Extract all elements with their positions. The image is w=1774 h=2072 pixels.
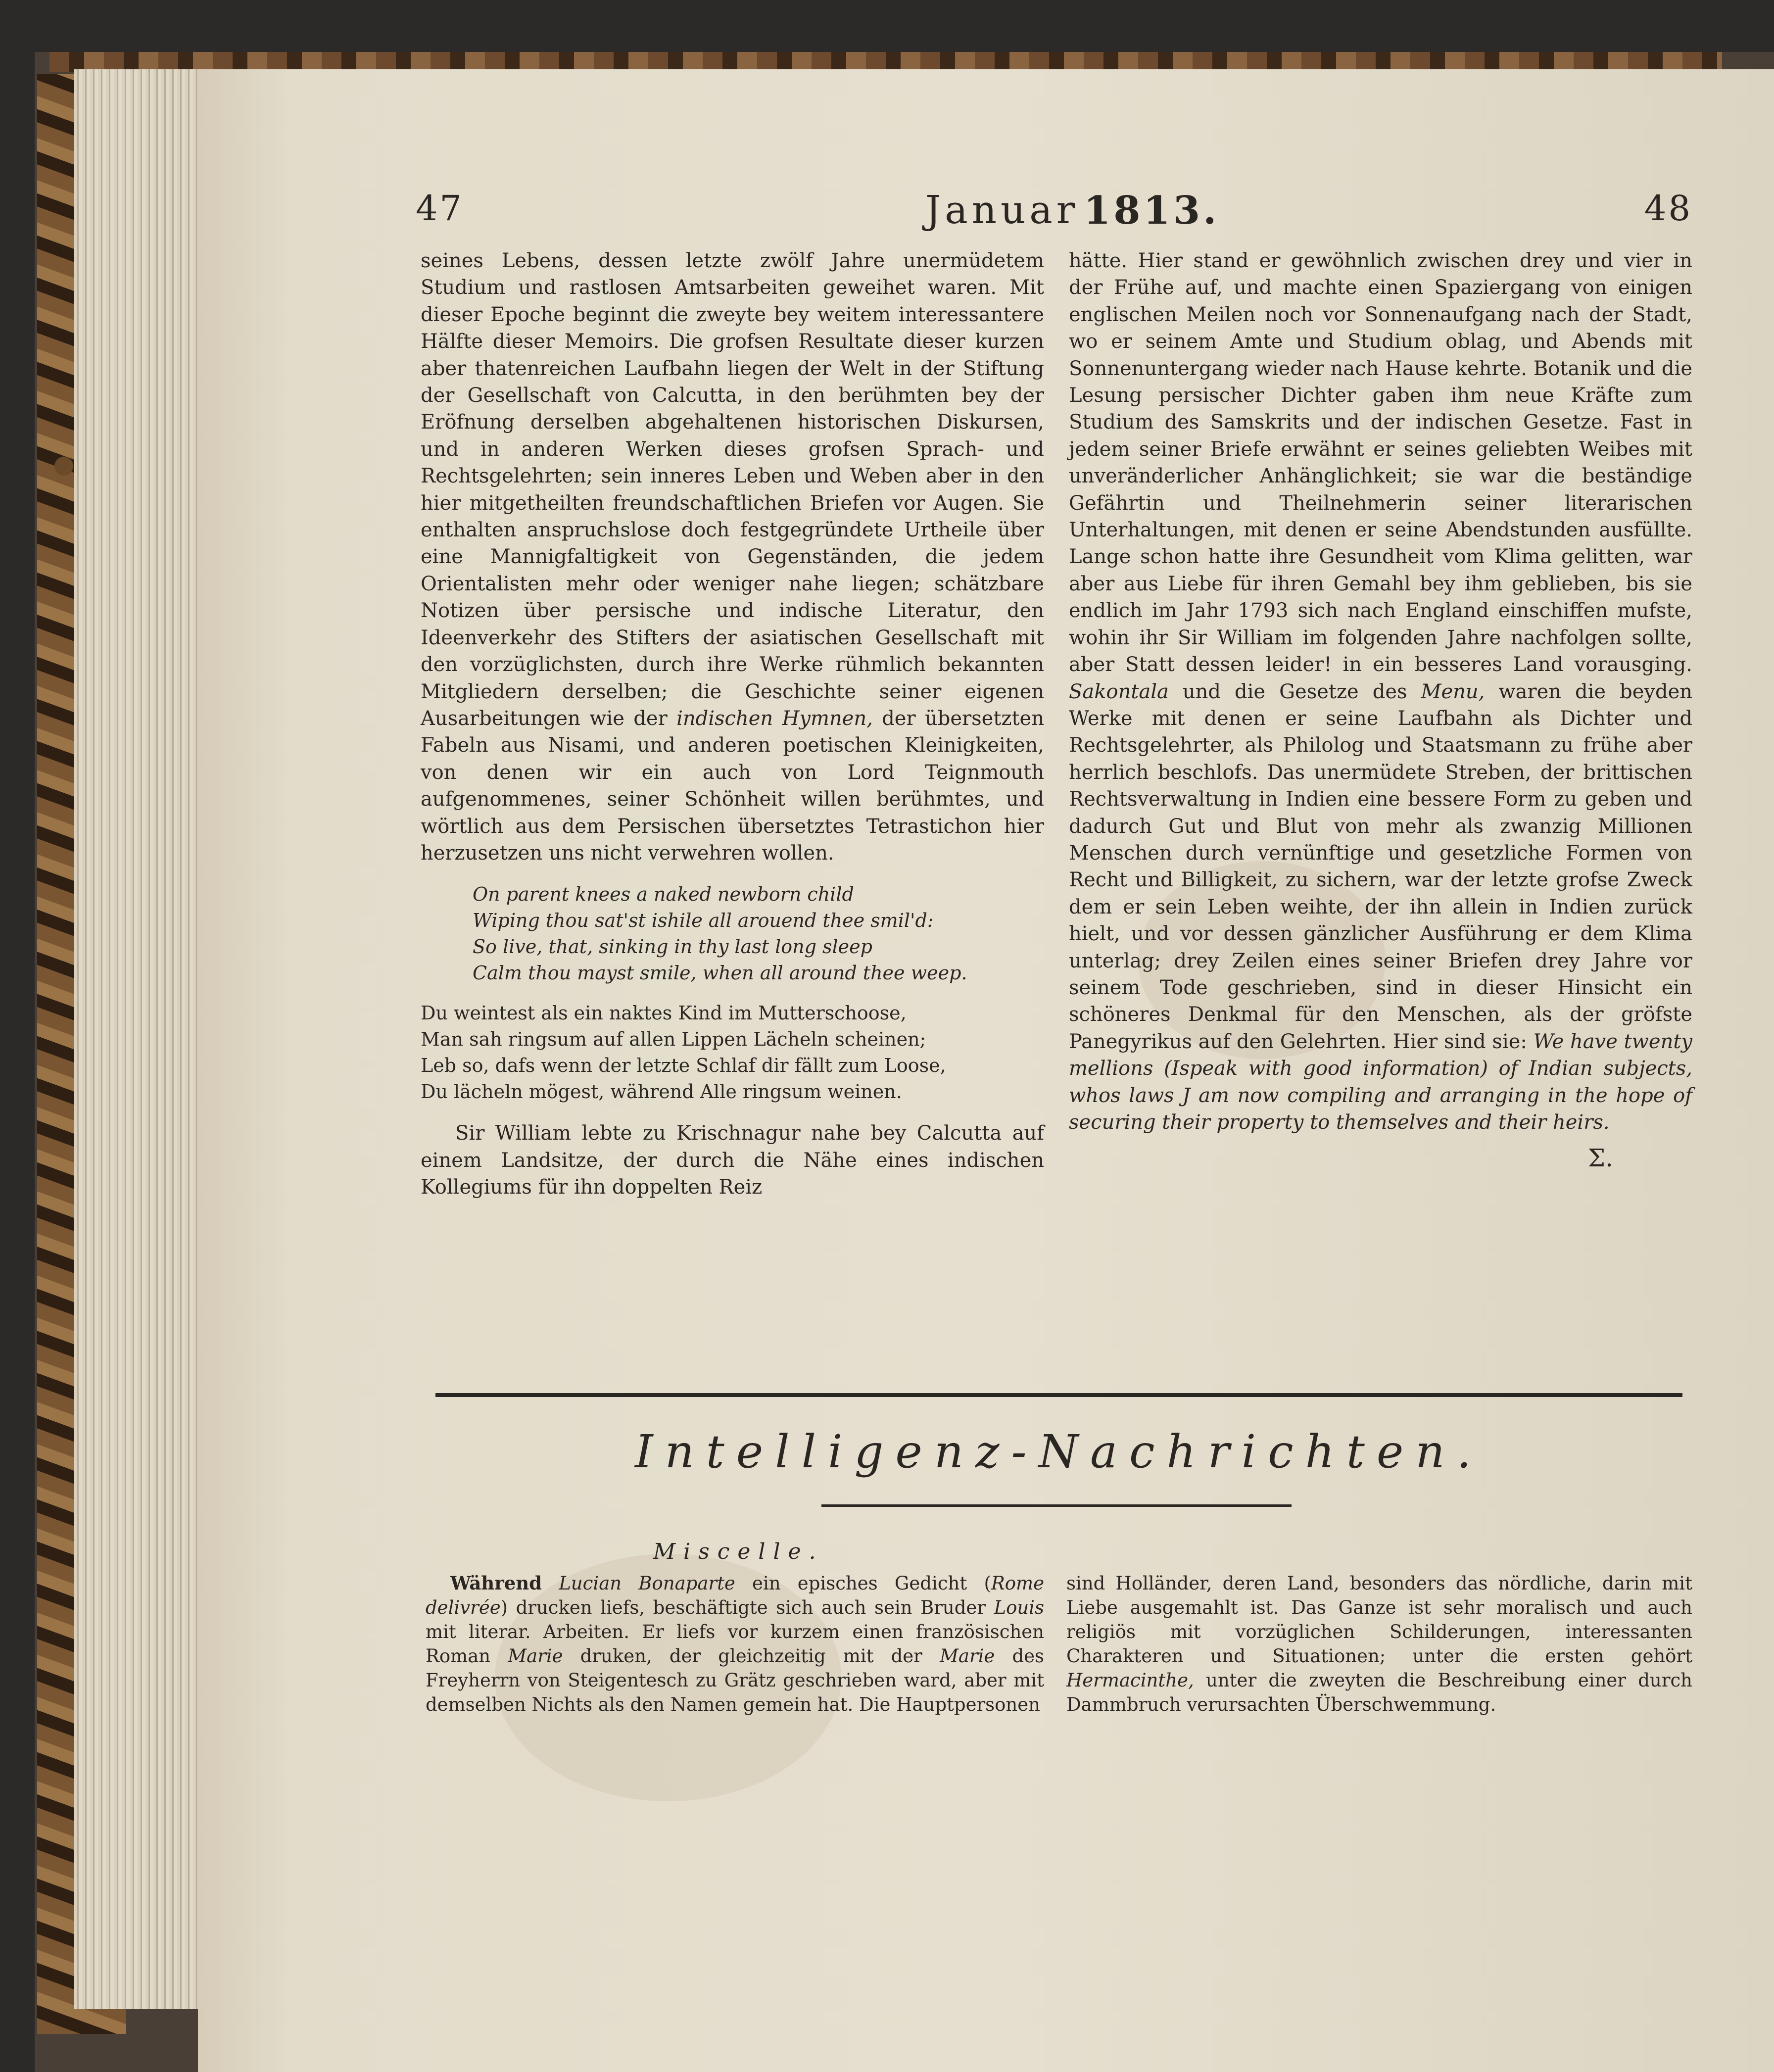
page-number-left: 47 — [416, 188, 464, 229]
miscelle-right-column — [1066, 1571, 1692, 1717]
miscelle-left-column — [426, 1571, 1044, 1717]
running-head — [416, 188, 1692, 238]
header-month: Januar — [925, 188, 1079, 233]
verse-line: On parent knees a naked newborn child — [473, 883, 854, 906]
section-rule — [435, 1393, 1682, 1397]
left-paragraph: seines Lebens, dessen letzte zwölf Jahre unermüdetem Studium und rastlosen Amtsarbeiten geweihet waren. Mit dieser Epoche beginnt die zweyte bey weitem interessantere Hälfte dieser Memoirs. Die grofsen Resultate dieser kurzen aber thatenreichen Laufbahn liegen der Welt in der Stiftung der Gesellschaft von Calcutta, in den berühmten bey der Eröfnung derselben abgehaltenen historischen Diskursen, und in anderen Werken dieses grofsen Sprach- und Rechtsgelehrten; sein inneres Leben und Weben aber in den hier mitgetheilten freundschaftlichen Briefen vor Augen. Sie enthalten anspruchslose doch festgegründete Urtheile über eine Mannigfaltigkeit von Gegenständen, die jedem Orientalisten mehr oder weniger nahe liegen; schätzbare Notizen über persische und indische Literatur, den Ideenverkehr des Stifters der asiatischen Gesellschaft mit den vorzüglichsten, durch ihre Werke rühmlich bekannten Mitgliedern derselben; die Geschichte seiner eigenen Ausarbeitungen wie der indischen Hymnen, der übersetzten Fabeln aus Nisami, und anderen poetischen Kleinigkeiten, von denen wir ein auch von Lord Teignmouth aufgenommenes, seiner Schönheit willen berühmtes, und wörtlich aus dem Persischen übersetztes Tetrastichon hier herzusetzen uns nicht verwehren wollen. — [421, 249, 1044, 865]
miscelle-paragraph: Während Lucian Bonaparte ein episches Gedicht (Rome delivrée) drucken liefs, beschäftigte sich auch sein Bruder Louis mit literar. Arbeiten. Er liefs vor kurzem einen französischen Roman Marie druken, der gleichzeitig mit der Marie des Freyherrn von Steigentesch zu Grätz geschrieben ward, aber mit demselben Nichts als den Namen gemein hat. Die Hauptpersonen — [426, 1572, 1045, 1715]
book-spine-top-edge — [49, 52, 1722, 72]
italic-menu: Menu, — [1421, 680, 1485, 703]
verse-line: Du lächeln mögest, während Alle ringsum weinen. — [421, 1081, 902, 1103]
section-title: Intelligenz-Nachrichten. — [635, 1425, 1483, 1478]
verse-line: Wiping thou sat'st ishile all arouend thee smil'd: — [473, 910, 934, 932]
verse-line: Leb so, dafs wenn der letzte Schlaf dir fällt zum Loose, — [421, 1055, 946, 1077]
italic-sakontala: Sakontala — [1069, 680, 1169, 703]
english-quote: We have twenty mellions (Ispeak with good information) of Indian subjects, whos laws J am now compiling and arranging in the hope of securing their property to themselves and their heirs. — [1069, 1030, 1692, 1134]
right-column — [1069, 247, 1692, 1172]
right-paragraph: hätte. Hier stand er gewöhnlich zwischen drey und vier in der Frühe auf, und machte einen Spaziergang von einigen englischen Meilen noch vor Sonnenaufgang nach der Stadt, wo er seinem Amte und Studium oblag, und Abends mit Sonnenuntergang wieder nach Hause kehrte. Botanik und die Lesung persischer Dichter gaben ihm neue Kräfte zum Studium des Samskrits und der indischen Gesetze. Fast in jedem seiner Briefe erwähnt er seines geliebten Weibes mit unveränderlicher Anhänglichkeit; sie war die beständige Gefährtin und Theilnehmerin seiner literarischen Unterhaltungen, mit denen er seine Abendstunden ausfüllte. Lange schon hatte ihre Gesundheit vom Klima gelitten, war aber aus Liebe für ihren Gemahl bey ihm geblieben, bis sie endlich im Jahr 1793 sich nach England einschiffen mufste, wohin ihr Sir William im folgenden Jahre nachfolgen sollte, aber Statt dessen leider! in ein besseres Land vorausging. Sakontala und die Gesetze des Menu, waren die beyden Werke mit denen er seine Laufbahn als Dichter und Rechtsgelehrter, als Philolog und Staatsmann zu frühe aber herrlich beschlofs. Das unermüdete Streben, der brittischen Rechtsverwaltung in Indien eine bessere Form zu geben und dadurch Gut und Blut von mehr als zwanzig Millionen Menschen durch vernünftige und gesetzliche Formen von Recht und Billigkeit, zu sichern, war der letzte grofse Zweck dem er sein Leben weihte, der ihn allein in Indien zurück hielt, und vor dessen gänzlicher Ausführung er dem Klima unterlag; drey Zeilen eines seiner Briefen drey Jahre vor seinem Tode geschrieben, sind in dieser Hinsicht ein schöneres Denkmal für den Menschen, als der gröfste Panegyrikus auf den Gelehrten. Hier sind sie: We have twenty mellions (Ispeak with good information) of Indian subjects, whos laws J am now compiling and arranging in the hope of securing their property to themselves and their heirs. — [1069, 249, 1693, 1134]
header-year: 1813. — [1084, 188, 1220, 233]
english-verse — [473, 881, 1044, 986]
verse-line: Du weintest als ein naktes Kind im Mutterschoose, — [421, 1002, 907, 1024]
miscelle-paragraph-continued: sind Holländer, deren Land, besonders das nördliche, darin mit Liebe ausgemahlt ist. Das Ganze ist sehr moralisch und auch religiös mit vorzüglichen Schilderungen, interessanten Charakteren und Situationen; unter die ersten gehört Hermacinthe, unter die zweyten die Beschreibung einer durch Dammbruch verursachten Überschwemmung. — [1066, 1573, 1692, 1715]
italic-hymnen: indischen Hymnen, — [676, 707, 873, 730]
page-edges — [74, 69, 203, 2009]
verse-line: Man sah ringsum auf allen Lippen Lächeln scheinen; — [421, 1028, 926, 1051]
verse-line: Calm thou mayst smile, when all around thee weep. — [473, 962, 967, 984]
verse-line: So live, that, sinking in thy last long sleep — [473, 936, 872, 958]
miscelle-heading: Miscelle. — [653, 1539, 824, 1564]
title-underline — [821, 1504, 1292, 1507]
page-number-right: 48 — [1644, 188, 1692, 229]
left-column — [421, 247, 1044, 1201]
german-verse — [421, 1000, 1044, 1105]
author-signature: Σ. — [1587, 1144, 1613, 1173]
closing-paragraph: Sir William lebte zu Krischnagur nahe bey Calcutta auf einem Landsitze, der durch die Nähe eines indischen Kollegiums für ihn doppelten Reiz — [421, 1122, 1044, 1199]
